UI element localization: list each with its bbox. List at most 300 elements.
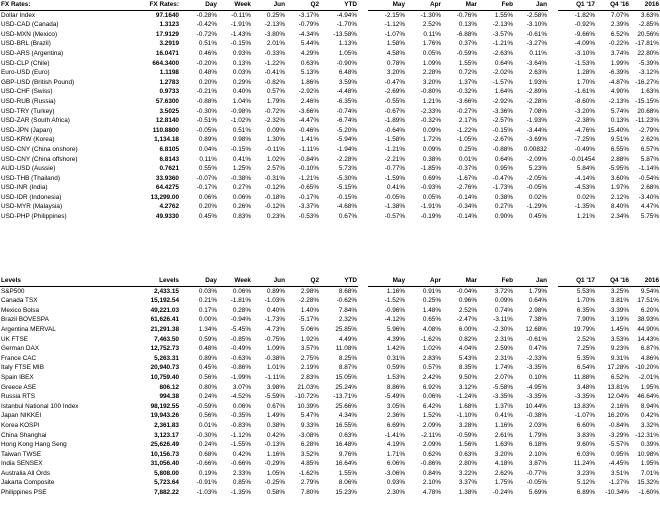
value-cell[interactable]: -1.73%	[492, 184, 513, 192]
value-cell[interactable]: 1.86%	[300, 78, 319, 86]
value-cell[interactable]: -0.67%	[384, 107, 405, 115]
value-cell[interactable]: 2.52%	[458, 306, 477, 314]
value-cell[interactable]: 1.74%	[494, 364, 513, 372]
value-cell[interactable]: 22.80%	[637, 49, 659, 57]
value-cell[interactable]: 0.64%	[494, 59, 513, 67]
value-cell[interactable]: -1.21%	[298, 174, 319, 182]
value-cell[interactable]: 2.32%	[338, 316, 357, 324]
value-cell[interactable]: 6.35%	[576, 306, 595, 314]
value-cell[interactable]: 5.96%	[386, 325, 405, 333]
value-cell[interactable]: 1.75%	[494, 479, 513, 487]
value-cell[interactable]: 3.25%	[610, 287, 629, 295]
row-label[interactable]: USD-PHP (Philippines)	[1, 213, 67, 221]
value-cell[interactable]: 2.12%	[610, 193, 629, 201]
value-cell[interactable]: 0.06%	[198, 193, 217, 201]
value-cell[interactable]: 4.78%	[422, 489, 441, 497]
level-cell[interactable]: 31,056.40	[150, 460, 179, 468]
column-header[interactable]: Q4 '16	[596, 276, 630, 286]
value-cell[interactable]: 1.95%	[640, 460, 659, 468]
value-cell[interactable]: -2.92%	[298, 88, 319, 96]
value-cell[interactable]: -1.38%	[384, 203, 405, 211]
column-header[interactable]: Mar	[442, 276, 478, 286]
value-cell[interactable]: -3.27%	[526, 40, 547, 48]
column-header[interactable]: Day	[180, 276, 218, 286]
column-header[interactable]: Q2	[286, 0, 320, 10]
level-cell[interactable]: 6.8143	[159, 155, 179, 163]
value-cell[interactable]: -10.34%	[605, 489, 629, 497]
value-cell[interactable]: -3.69%	[526, 136, 547, 144]
value-cell[interactable]: 9.54%	[640, 287, 659, 295]
value-cell[interactable]: 5.75%	[640, 213, 659, 221]
value-cell[interactable]: 2.28%	[422, 69, 441, 77]
value-cell[interactable]: 1.93%	[528, 78, 547, 86]
value-cell[interactable]: 12.04%	[607, 393, 629, 401]
value-cell[interactable]: 3.48%	[576, 383, 595, 391]
row-label[interactable]: USD-CNY (China onshore)	[1, 145, 78, 153]
column-header[interactable]: FX Rates:	[112, 0, 180, 10]
value-cell[interactable]: -1.59%	[384, 174, 405, 182]
row-label[interactable]: Istanbul National 100 Index	[1, 402, 79, 410]
value-cell[interactable]: 8.87%	[338, 364, 357, 372]
value-cell[interactable]: 5.84%	[576, 165, 595, 173]
value-cell[interactable]: -3.20%	[574, 107, 595, 115]
row-label[interactable]: USD-TRY (Turkey)	[1, 107, 55, 115]
value-cell[interactable]: 2.59%	[494, 345, 513, 353]
value-cell[interactable]: 2.31%	[494, 354, 513, 362]
value-cell[interactable]: -4.12%	[384, 316, 405, 324]
value-cell[interactable]: 1.21%	[576, 213, 595, 221]
level-cell[interactable]: 19,943.26	[150, 412, 179, 420]
value-cell[interactable]: 0.00%	[198, 316, 217, 324]
value-cell[interactable]: 0.57%	[422, 364, 441, 372]
value-cell[interactable]: 4.04%	[458, 345, 477, 353]
value-cell[interactable]: 1.49%	[266, 412, 285, 420]
value-cell[interactable]: -0.17%	[196, 184, 217, 192]
value-cell[interactable]: 1.70%	[576, 297, 595, 305]
level-cell[interactable]: 110.8800	[152, 126, 179, 134]
row-label[interactable]: USD-KRW (Korea)	[1, 136, 55, 144]
value-cell[interactable]: 1.48%	[422, 306, 441, 314]
column-header[interactable]: Apr	[406, 0, 442, 10]
level-cell[interactable]: 16.0471	[155, 49, 179, 57]
value-cell[interactable]: -5.94%	[336, 136, 357, 144]
value-cell[interactable]: 1.63%	[494, 441, 513, 449]
value-cell[interactable]: 20.68%	[637, 107, 659, 115]
value-cell[interactable]: 7.01%	[640, 469, 659, 477]
value-cell[interactable]: 10.39%	[297, 402, 319, 410]
row-label[interactable]: German DAX	[1, 345, 40, 353]
value-cell[interactable]: 3.28%	[458, 421, 477, 429]
value-cell[interactable]: -5.20%	[336, 126, 357, 134]
value-cell[interactable]: 0.48%	[198, 69, 217, 77]
value-cell[interactable]: 5.23%	[528, 165, 547, 173]
value-cell[interactable]: -0.05%	[196, 126, 217, 134]
value-cell[interactable]: -5.17%	[298, 316, 319, 324]
value-cell[interactable]: -6.35%	[336, 97, 357, 105]
value-cell[interactable]: 2.09%	[422, 441, 441, 449]
row-label[interactable]: Dollar Index	[1, 11, 36, 19]
value-cell[interactable]: -0.91%	[196, 479, 217, 487]
value-cell[interactable]: 0.47%	[528, 345, 547, 353]
level-cell[interactable]: 1,134.18	[154, 136, 179, 144]
value-cell[interactable]: 1.58%	[386, 40, 405, 48]
value-cell[interactable]: -4.68%	[336, 203, 357, 211]
value-cell[interactable]: 1.34%	[198, 325, 217, 333]
value-cell[interactable]: -5.58%	[492, 383, 513, 391]
value-cell[interactable]: -1.99%	[230, 373, 251, 381]
level-cell[interactable]: 98,192.55	[150, 402, 179, 410]
column-header[interactable]: 2016	[630, 276, 660, 286]
value-cell[interactable]: 1.99%	[610, 59, 629, 67]
value-cell[interactable]: 0.38%	[494, 193, 513, 201]
value-cell[interactable]: -0.74%	[336, 107, 357, 115]
value-cell[interactable]: 1.64%	[494, 88, 513, 96]
value-cell[interactable]: -3.29%	[608, 431, 629, 439]
column-header[interactable]: Jun	[252, 0, 286, 10]
value-cell[interactable]: -0.19%	[420, 213, 441, 221]
row-label[interactable]: USD-MYR (Malaysia)	[1, 203, 63, 211]
value-cell[interactable]: -1.24%	[456, 393, 477, 401]
value-cell[interactable]: 3.12%	[458, 383, 477, 391]
value-cell[interactable]: 1.42%	[386, 345, 405, 353]
value-cell[interactable]: 21.03%	[297, 383, 319, 391]
value-cell[interactable]: 5.12%	[576, 479, 595, 487]
value-cell[interactable]: 14.43%	[637, 335, 659, 343]
value-cell[interactable]: 2.62%	[640, 136, 659, 144]
value-cell[interactable]: -7.25%	[574, 136, 595, 144]
column-header[interactable]: Levels	[0, 276, 112, 286]
value-cell[interactable]: -2.33%	[526, 354, 547, 362]
value-cell[interactable]: 2.52%	[576, 335, 595, 343]
value-cell[interactable]: -2.11%	[421, 431, 441, 439]
value-cell[interactable]: 5.43%	[458, 354, 477, 362]
value-cell[interactable]: -5.95%	[608, 165, 629, 173]
row-label[interactable]: Jakarta Composite	[1, 479, 55, 487]
value-cell[interactable]: 1.79%	[528, 287, 547, 295]
value-cell[interactable]: 0.09%	[422, 145, 441, 153]
value-cell[interactable]: -3.11%	[493, 316, 513, 324]
value-cell[interactable]: 2.19%	[300, 364, 319, 372]
value-cell[interactable]: 0.41%	[494, 412, 513, 420]
value-cell[interactable]: 0.38%	[266, 421, 285, 429]
column-header[interactable]: YTD	[320, 0, 358, 10]
value-cell[interactable]: -17.81%	[635, 40, 659, 48]
value-cell[interactable]: 6.20%	[640, 306, 659, 314]
value-cell[interactable]: -4.87%	[608, 78, 629, 86]
value-cell[interactable]: 0.05%	[422, 49, 441, 57]
value-cell[interactable]: 6.92%	[422, 383, 441, 391]
value-cell[interactable]: -4.34%	[298, 30, 319, 38]
value-cell[interactable]: 1.28%	[576, 69, 595, 77]
value-cell[interactable]: 1.95%	[640, 383, 659, 391]
value-cell[interactable]: 8.06%	[338, 479, 357, 487]
value-cell[interactable]: 5.06%	[300, 325, 319, 333]
value-cell[interactable]: 9.31%	[610, 354, 629, 362]
value-cell[interactable]: -4.09%	[574, 40, 595, 48]
row-label[interactable]: Spain IBEX	[1, 373, 34, 381]
value-cell[interactable]: 9.33%	[300, 421, 319, 429]
value-cell[interactable]: -0.38%	[230, 174, 251, 182]
value-cell[interactable]: 7.90%	[576, 316, 595, 324]
value-cell[interactable]: 6.60%	[576, 421, 595, 429]
value-cell[interactable]: 0.90%	[494, 213, 513, 221]
value-cell[interactable]: 0.06%	[232, 402, 251, 410]
value-cell[interactable]: -0.05%	[384, 193, 405, 201]
value-cell[interactable]: -0.14%	[456, 213, 477, 221]
level-cell[interactable]: 57.6300	[155, 97, 179, 105]
value-cell[interactable]: 5.47%	[300, 412, 319, 420]
value-cell[interactable]: -4.45%	[608, 460, 629, 468]
value-cell[interactable]: 3.72%	[494, 287, 513, 295]
value-cell[interactable]: -0.84%	[608, 421, 629, 429]
value-cell[interactable]: 0.11%	[423, 30, 441, 38]
column-header[interactable]	[358, 276, 368, 286]
value-cell[interactable]: 8.94%	[640, 402, 659, 410]
value-cell[interactable]: -0.07%	[196, 174, 217, 182]
value-cell[interactable]: -1.21%	[384, 145, 405, 153]
value-cell[interactable]: -6.88%	[456, 30, 477, 38]
value-cell[interactable]: -5.39%	[638, 59, 659, 67]
value-cell[interactable]: 11.08%	[335, 345, 357, 353]
value-cell[interactable]: 0.57%	[266, 88, 285, 96]
value-cell[interactable]: 2.34%	[610, 213, 629, 221]
level-cell[interactable]: 1.3123	[159, 21, 179, 29]
value-cell[interactable]: -2.92%	[492, 97, 513, 105]
value-cell[interactable]: -2.32%	[264, 117, 285, 125]
value-cell[interactable]: -2.33%	[420, 107, 441, 115]
value-cell[interactable]: -0.31%	[264, 174, 285, 182]
value-cell[interactable]: 1.30%	[266, 136, 285, 144]
value-cell[interactable]: -3.44%	[526, 126, 547, 134]
value-cell[interactable]: -0.84%	[298, 155, 319, 163]
column-header[interactable]	[548, 0, 558, 10]
value-cell[interactable]: -0.66%	[230, 460, 251, 468]
value-cell[interactable]: 7.25%	[576, 345, 595, 353]
value-cell[interactable]: -0.15%	[230, 40, 251, 48]
value-cell[interactable]: 6.89%	[576, 489, 595, 497]
value-cell[interactable]: 3.52%	[300, 450, 319, 458]
value-cell[interactable]: 0.13%	[458, 21, 477, 29]
value-cell[interactable]: 7.08%	[528, 107, 547, 115]
value-cell[interactable]: -0.65%	[298, 184, 319, 192]
value-cell[interactable]: 3.57%	[300, 345, 319, 353]
value-cell[interactable]: 0.62%	[422, 450, 441, 458]
row-label[interactable]: Philippines PSE	[1, 489, 47, 497]
value-cell[interactable]: 2.80%	[458, 460, 477, 468]
value-cell[interactable]: -5.45%	[230, 325, 251, 333]
value-cell[interactable]: -0.64%	[384, 126, 405, 134]
value-cell[interactable]: 2.52%	[422, 21, 441, 29]
value-cell[interactable]: 9.50%	[458, 373, 477, 381]
value-cell[interactable]: 0.24%	[198, 393, 217, 401]
value-cell[interactable]: -0.32%	[420, 117, 441, 125]
value-cell[interactable]: 0.96%	[458, 297, 477, 305]
value-cell[interactable]: 0.11%	[199, 155, 217, 163]
value-cell[interactable]: -0.98%	[230, 107, 251, 115]
value-cell[interactable]: -1.29%	[526, 203, 547, 211]
value-cell[interactable]: 13.83%	[573, 402, 595, 410]
value-cell[interactable]: 3.32%	[640, 421, 659, 429]
value-cell[interactable]: 25.66%	[335, 402, 357, 410]
value-cell[interactable]: 2.16%	[610, 402, 629, 410]
value-cell[interactable]: 13.81%	[607, 383, 629, 391]
value-cell[interactable]: -0.25%	[264, 479, 285, 487]
value-cell[interactable]: -3.12%	[638, 69, 659, 77]
value-cell[interactable]: 1.70%	[576, 78, 595, 86]
row-label[interactable]: Greece ASE	[1, 383, 37, 391]
value-cell[interactable]: 1.21%	[422, 97, 441, 105]
value-cell[interactable]: -5.30%	[336, 174, 357, 182]
value-cell[interactable]: -0.79%	[298, 21, 319, 29]
value-cell[interactable]: -0.27%	[456, 107, 477, 115]
column-header[interactable]: Q1 '17	[558, 276, 596, 286]
value-cell[interactable]: -0.61%	[526, 335, 547, 343]
value-cell[interactable]: 1.92%	[300, 335, 319, 343]
value-cell[interactable]: 2.07%	[494, 373, 513, 381]
value-cell[interactable]: 0.48%	[198, 345, 217, 353]
value-cell[interactable]: -2.21%	[384, 155, 405, 163]
value-cell[interactable]: -2.13%	[492, 21, 513, 29]
value-cell[interactable]: 4.90%	[610, 88, 629, 96]
value-cell[interactable]: 10.98%	[637, 450, 659, 458]
value-cell[interactable]: 16.55%	[335, 421, 357, 429]
value-cell[interactable]: 6.55%	[610, 145, 629, 153]
value-cell[interactable]: 11.24%	[573, 460, 595, 468]
value-cell[interactable]: -1.89%	[384, 117, 405, 125]
value-cell[interactable]: -0.61%	[526, 30, 547, 38]
value-cell[interactable]: 0.67%	[266, 402, 285, 410]
value-cell[interactable]: 1.16%	[494, 421, 513, 429]
value-cell[interactable]: -4.47%	[298, 117, 319, 125]
value-cell[interactable]: 25.24%	[335, 383, 357, 391]
value-cell[interactable]: -2.38%	[574, 117, 595, 125]
value-cell[interactable]: -2.28%	[298, 297, 319, 305]
value-cell[interactable]: 16.48%	[335, 441, 357, 449]
value-cell[interactable]: -1.11%	[299, 145, 319, 153]
value-cell[interactable]: -0.54%	[638, 174, 659, 182]
value-cell[interactable]: 1.45%	[610, 325, 629, 333]
value-cell[interactable]: -4.52%	[230, 393, 251, 401]
value-cell[interactable]: 7.80%	[300, 489, 319, 497]
value-cell[interactable]: -3.80%	[264, 30, 285, 38]
value-cell[interactable]: -1.94%	[336, 145, 357, 153]
row-label[interactable]: Korea KOSPI	[1, 421, 40, 429]
value-cell[interactable]: 0.10%	[528, 373, 547, 381]
value-cell[interactable]: -0.12%	[264, 203, 285, 211]
value-cell[interactable]: -0.01454	[569, 155, 595, 163]
value-cell[interactable]: 0.68%	[198, 450, 217, 458]
value-cell[interactable]: 0.19%	[198, 469, 217, 477]
value-cell[interactable]: 0.41%	[232, 155, 251, 163]
value-cell[interactable]: 2.46%	[300, 97, 319, 105]
level-cell[interactable]: 10,759.40	[150, 373, 179, 381]
value-cell[interactable]: 2.30%	[386, 489, 405, 497]
row-label[interactable]: USD-ZAR (South Africa)	[1, 117, 70, 125]
value-cell[interactable]: 3.05%	[386, 402, 405, 410]
value-cell[interactable]: -0.21%	[196, 88, 217, 96]
value-cell[interactable]: 0.45%	[198, 364, 217, 372]
value-cell[interactable]: -1.10%	[456, 412, 477, 420]
level-cell[interactable]: 17.9129	[155, 30, 179, 38]
value-cell[interactable]: 0.46%	[198, 49, 217, 57]
value-cell[interactable]: 46.64%	[637, 393, 659, 401]
value-cell[interactable]: 1.68%	[458, 402, 477, 410]
row-label[interactable]: USD-BRL (Brazil)	[1, 40, 51, 48]
value-cell[interactable]: 0.03%	[198, 287, 217, 295]
value-cell[interactable]: -4.95%	[526, 383, 547, 391]
value-cell[interactable]: -0.30%	[196, 107, 217, 115]
value-cell[interactable]: 0.06%	[422, 393, 441, 401]
value-cell[interactable]: -0.34%	[456, 203, 477, 211]
value-cell[interactable]: 0.37%	[458, 40, 477, 48]
value-cell[interactable]: 4.39%	[386, 335, 405, 343]
value-cell[interactable]: 9.60%	[576, 441, 595, 449]
value-cell[interactable]: -0.55%	[384, 97, 405, 105]
level-cell[interactable]: 33.9360	[155, 174, 179, 182]
value-cell[interactable]: 0.40%	[266, 306, 285, 314]
value-cell[interactable]: 0.42%	[640, 412, 659, 420]
value-cell[interactable]: -0.88%	[492, 145, 513, 153]
value-cell[interactable]: 0.63%	[458, 450, 477, 458]
row-label[interactable]: Hong Kong Hang Seng	[1, 441, 67, 449]
value-cell[interactable]: -3.06%	[384, 469, 405, 477]
value-cell[interactable]: 0.24%	[198, 441, 217, 449]
value-cell[interactable]: -12.31%	[635, 431, 659, 439]
value-cell[interactable]: -0.59%	[456, 431, 477, 439]
value-cell[interactable]: 0.11%	[529, 49, 547, 57]
value-cell[interactable]: -2.28%	[526, 97, 547, 105]
value-cell[interactable]: 0.89%	[198, 136, 217, 144]
column-header[interactable]: FX Rates:	[0, 0, 112, 10]
row-label[interactable]: Canada TSX	[1, 297, 38, 305]
value-cell[interactable]: -0.17%	[298, 193, 319, 201]
value-cell[interactable]: -1.41%	[384, 431, 405, 439]
value-cell[interactable]: 1.13%	[338, 40, 357, 48]
level-cell[interactable]: 0.9733	[159, 88, 179, 96]
row-label[interactable]: Euro-USD (Euro)	[1, 69, 50, 77]
value-cell[interactable]: 5.73%	[338, 165, 357, 173]
value-cell[interactable]: -9.66%	[574, 30, 595, 38]
row-label[interactable]: Brazil BOVESPA	[1, 316, 49, 324]
value-cell[interactable]: 1.09%	[266, 345, 285, 353]
value-cell[interactable]: 1.16%	[266, 450, 285, 458]
value-cell[interactable]: 0.00832	[523, 145, 547, 153]
value-cell[interactable]: 0.28%	[232, 306, 251, 314]
value-cell[interactable]: 1.79%	[266, 97, 285, 105]
value-cell[interactable]: 2.31%	[494, 335, 513, 343]
value-cell[interactable]: 0.64%	[528, 297, 547, 305]
column-header[interactable]: Levels	[112, 276, 180, 286]
value-cell[interactable]: 3.37%	[458, 479, 477, 487]
value-cell[interactable]: -4.53%	[574, 184, 595, 192]
value-cell[interactable]: -1.60%	[638, 489, 659, 497]
value-cell[interactable]: -0.77%	[526, 469, 547, 477]
value-cell[interactable]: 2.63%	[528, 69, 547, 77]
value-cell[interactable]: -0.20%	[196, 59, 217, 67]
value-cell[interactable]: 8.68%	[338, 287, 357, 295]
value-cell[interactable]: 1.97%	[610, 184, 629, 192]
value-cell[interactable]: 1.04%	[232, 97, 251, 105]
value-cell[interactable]: 4.86%	[640, 354, 659, 362]
row-label[interactable]: USD-CHF (Swiss)	[1, 88, 53, 96]
value-cell[interactable]: 7.07%	[610, 11, 629, 19]
value-cell[interactable]: -10.72%	[295, 393, 319, 401]
value-cell[interactable]: 0.13%	[610, 117, 629, 125]
value-cell[interactable]: -1.52%	[384, 297, 405, 305]
value-cell[interactable]: -0.47%	[492, 174, 513, 182]
value-cell[interactable]: -0.15%	[336, 193, 357, 201]
value-cell[interactable]: 1.09%	[422, 59, 441, 67]
